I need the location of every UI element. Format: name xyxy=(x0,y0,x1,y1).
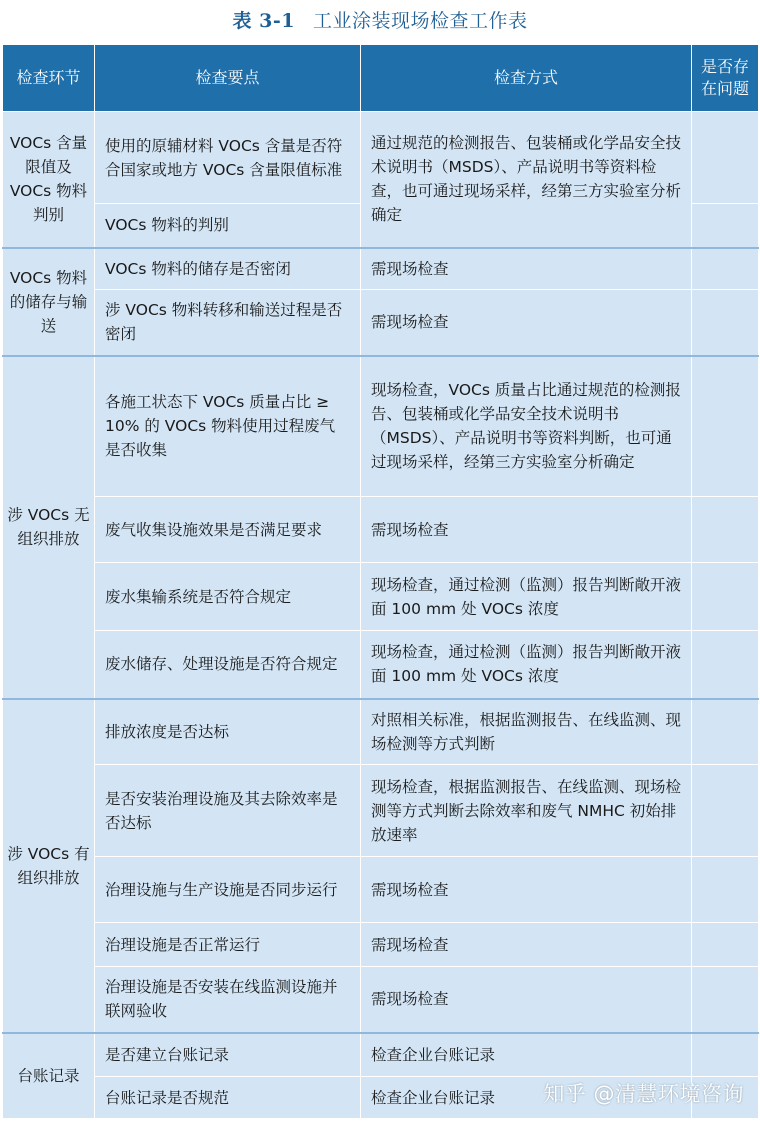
header-check-stage: 检查环节 xyxy=(3,45,95,112)
table-row xyxy=(3,248,759,290)
check-method-cell: 需现场检查 xyxy=(361,290,692,356)
check-method-cell: 对照相关标准，根据监测报告、在线监测、现场检测等方式判断 xyxy=(361,699,692,765)
check-point-cell: 治理设施是否正常运行 xyxy=(95,923,361,967)
issue-cell xyxy=(692,699,759,765)
inspection-table xyxy=(2,44,759,1119)
issue-cell xyxy=(692,967,759,1033)
check-method-cell: 需现场检查 xyxy=(361,248,692,290)
issue-cell xyxy=(692,631,759,699)
category-cell: VOCs 含量限值及 VOCs 物料判别 xyxy=(3,112,95,248)
check-method-cell: 需现场检查 xyxy=(361,967,692,1033)
check-method-cell: 需现场检查 xyxy=(361,497,692,563)
issue-cell xyxy=(692,1033,759,1077)
issue-cell xyxy=(692,112,759,204)
table-row xyxy=(3,765,759,857)
check-point-cell: VOCs 物料的储存是否密闭 xyxy=(95,248,361,290)
check-method-cell: 现场检查，根据监测报告、在线监测、现场检测等方式判断去除效率和废气 NMHC 初始排放速率 xyxy=(361,765,692,857)
check-point-cell: 治理设施与生产设施是否同步运行 xyxy=(95,857,361,923)
table-header-row xyxy=(3,45,759,112)
issue-cell xyxy=(692,497,759,563)
check-point-cell: 排放浓度是否达标 xyxy=(95,699,361,765)
category-cell: 涉 VOCs 无组织排放 xyxy=(3,356,95,699)
table-row xyxy=(3,1033,759,1077)
check-point-cell: 是否安装治理设施及其去除效率是否达标 xyxy=(95,765,361,857)
check-point-cell: 废气收集设施效果是否满足要求 xyxy=(95,497,361,563)
check-point-cell: 废水集输系统是否符合规定 xyxy=(95,563,361,631)
issue-cell xyxy=(692,923,759,967)
table-row xyxy=(3,923,759,967)
check-method-cell: 现场检查，通过检测（监测）报告判断敞开液面 100 mm 处 VOCs 浓度 xyxy=(361,631,692,699)
check-method-cell: 检查企业台账记录 xyxy=(361,1077,692,1119)
check-method-cell: 需现场检查 xyxy=(361,923,692,967)
check-point-cell: 是否建立台账记录 xyxy=(95,1033,361,1077)
check-method-cell: 需现场检查 xyxy=(361,857,692,923)
check-point-cell: 治理设施是否安装在线监测设施并联网验收 xyxy=(95,967,361,1033)
category-cell: 台账记录 xyxy=(3,1033,95,1119)
issue-cell xyxy=(692,356,759,497)
issue-cell xyxy=(692,204,759,248)
check-point-cell: 台账记录是否规范 xyxy=(95,1077,361,1119)
check-point-cell: 涉 VOCs 物料转移和输送过程是否密闭 xyxy=(95,290,361,356)
check-method-cell: 现场检查，通过检测（监测）报告判断敞开液面 100 mm 处 VOCs 浓度 xyxy=(361,563,692,631)
category-cell: 涉 VOCs 有组织排放 xyxy=(3,699,95,1033)
header-check-method: 检查方式 xyxy=(361,45,692,112)
table-title-text: 工业涂装现场检查工作表 xyxy=(312,10,528,32)
header-has-issue: 是否存在问题 xyxy=(692,45,759,112)
table-row xyxy=(3,112,759,204)
check-method-cell: 检查企业台账记录 xyxy=(361,1033,692,1077)
check-point-cell: 使用的原辅材料 VOCs 含量是否符合国家或地方 VOCs 含量限值标准 xyxy=(95,112,361,204)
table-row xyxy=(3,967,759,1033)
check-point-cell: 废水储存、处理设施是否符合规定 xyxy=(95,631,361,699)
table-title xyxy=(0,0,760,42)
issue-cell xyxy=(692,563,759,631)
table-row xyxy=(3,563,759,631)
category-cell: VOCs 物料的储存与输送 xyxy=(3,248,95,356)
table-row xyxy=(3,857,759,923)
check-point-cell: 各施工状态下 VOCs 质量占比 ≥ 10% 的 VOCs 物料使用过程废气是否收集 xyxy=(95,356,361,497)
table-row xyxy=(3,497,759,563)
check-point-cell: VOCs 物料的判别 xyxy=(95,204,361,248)
check-method-cell: 现场检查，VOCs 质量占比通过规范的检测报告、包装桶或化学品安全技术说明书（MSDS）、产品说明书等资料判断，也可通过现场采样，经第三方实验室分析确定 xyxy=(361,356,692,497)
table-row xyxy=(3,290,759,356)
issue-cell xyxy=(692,857,759,923)
table-row xyxy=(3,699,759,765)
table-row xyxy=(3,356,759,497)
issue-cell xyxy=(692,248,759,290)
header-check-point: 检查要点 xyxy=(95,45,361,112)
issue-cell xyxy=(692,765,759,857)
watermark-text: 知乎 @清慧环境咨询 xyxy=(543,1082,744,1106)
issue-cell xyxy=(692,290,759,356)
table-row xyxy=(3,631,759,699)
table-number: 表 3-1 xyxy=(232,10,295,32)
check-method-cell: 通过规范的检测报告、包装桶或化学品安全技术说明书（MSDS）、产品说明书等资料检查，也可通过现场采样，经第三方实验室分析确定 xyxy=(361,112,692,248)
